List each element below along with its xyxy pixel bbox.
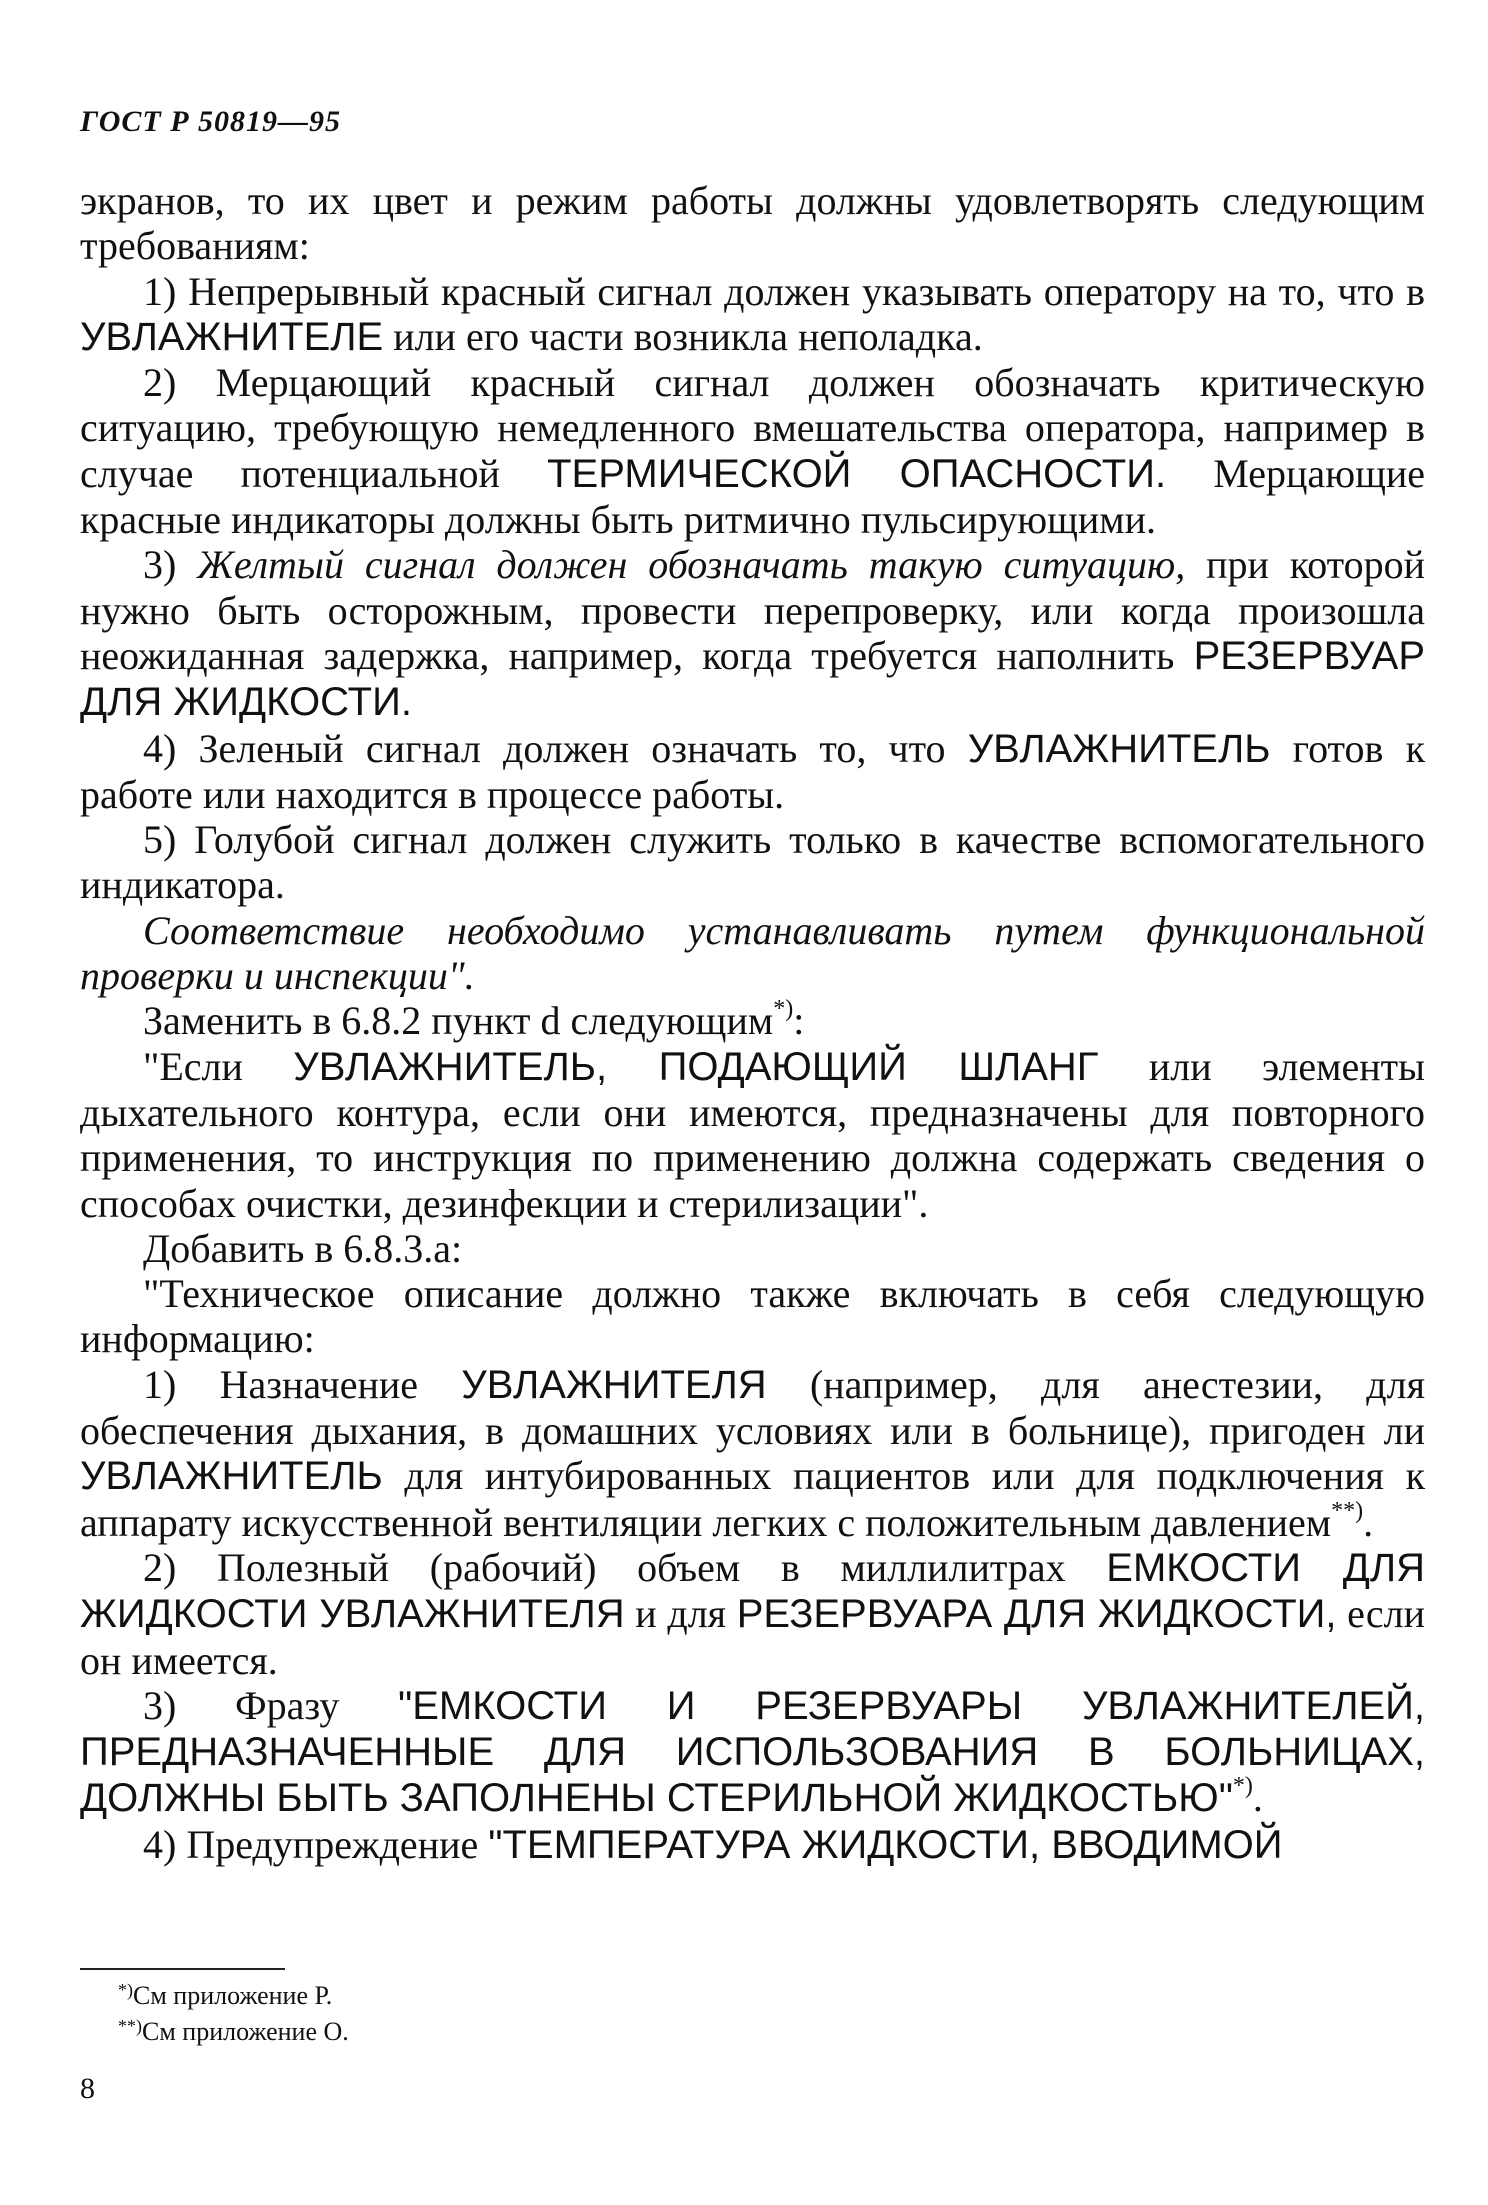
document-body xyxy=(80,178,1425,1868)
list-item: 5) Голубой сигнал должен служить только в качестве вспомогательного индикатора. xyxy=(80,817,1425,908)
footnote: **)См приложение О. xyxy=(118,2016,349,2046)
list-item: 4) Предупреждение "ТЕМПЕРАТУРА ЖИДКОСТИ, ВВОДИМОЙ xyxy=(143,1821,1283,1867)
list-item: 2) Полезный (рабочий) объем в миллилитрах ЕМКОСТИ ДЛЯ ЖИДКОСТИ УВЛАЖНИТЕЛЯ и для РЕЗЕРВУАРА ДЛЯ ЖИДКОСТИ, если он имеется. xyxy=(80,1544,1426,1683)
page-number: 8 xyxy=(80,2072,95,2105)
list-item: 2) Мерцающий красный сигнал должен обозначать критическую ситуацию, требующую немедленного вмешательства оператора, например в случае потенциальной ТЕРМИЧЕСКОЙ ОПАСНОСТИ. Мерцающие красные индикаторы должны быть ритмично пульсирующими. xyxy=(80,360,1426,543)
footnote-ref: **) xyxy=(1331,1497,1364,1524)
quoted-text: "Техническое описание должно также включать в себя следующую информацию: xyxy=(80,1271,1425,1362)
page-header: ГОСТ Р 50819—95 xyxy=(80,105,342,138)
conformity-note: Соответствие необходимо устанавливать путем функциональной проверки и инспекции". xyxy=(80,907,1425,999)
footnote-ref: *) xyxy=(773,996,794,1023)
footnote-ref: *) xyxy=(1232,1773,1253,1800)
quoted-text: "Если УВЛАЖНИТЕЛЬ, ПОДАЮЩИЙ ШЛАНГ или элементы дыхательного контура, если они имеются, предназначены для повторного применения, то инструкция по применению должна содержать сведения о способах очистки, дезинфекции и стерилизации". xyxy=(80,1043,1425,1226)
footnote: *)См приложение Р. xyxy=(118,1980,333,2010)
list-item: 1) Непрерывный красный сигнал должен указывать оператору на то, что в УВЛАЖНИТЕЛЕ или его части возникла неполадка. xyxy=(80,268,1426,359)
amendment-instruction: Добавить в 6.8.3.а: xyxy=(143,1225,463,1271)
amendment-instruction: Заменить в 6.8.2 пункт d следующим*): xyxy=(143,996,805,1044)
list-item: 4) Зеленый сигнал должен означать то, что УВЛАЖНИТЕЛЬ готов к работе или находится в процессе работы. xyxy=(80,725,1425,817)
list-item: 1) Назначение УВЛАЖНИТЕЛЯ (например, для анестезии, для обеспечения дыхания, в домашних условиях или в больнице), пригоден ли УВЛАЖНИТЕЛЬ для интубированных пациентов или для подключения к аппарату искусственной вентиляции легких с положительным давлением**). xyxy=(80,1361,1426,1545)
list-item: 3) Фразу "ЕМКОСТИ И РЕЗЕРВУАРЫ УВЛАЖНИТЕЛЕЙ, ПРЕДНАЗНАЧЕННЫЕ ДЛЯ ИСПОЛЬЗОВАНИЯ В БОЛЬНИЦАХ, ДОЛЖНЫ БЫТЬ ЗАПОЛНЕНЫ СТЕРИЛЬНОЙ ЖИДКОСТЬЮ"*). xyxy=(80,1682,1426,1821)
paragraph: экранов, то их цвет и режим работы должны удовлетворять следующим требованиям: xyxy=(80,178,1425,269)
footnotes xyxy=(118,1978,349,2050)
footnote-divider xyxy=(80,1968,285,1970)
list-item: 3) Желтый сигнал должен обозначать такую ситуацию, при которой нужно быть осторожным, провести перепроверку, или когда произошла неожиданная задержка, например, когда требуется наполнить РЕЗЕРВУАР ДЛЯ ЖИДКОСТИ. xyxy=(80,542,1426,725)
